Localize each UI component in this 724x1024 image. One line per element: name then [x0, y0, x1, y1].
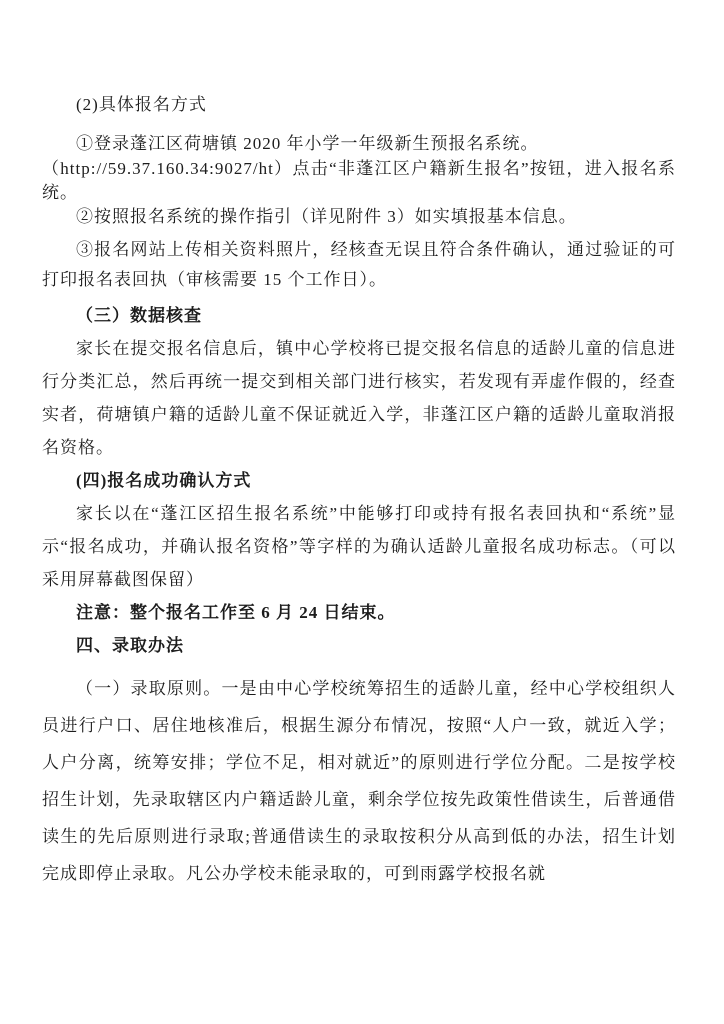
paragraph: (四)报名成功确认方式 [76, 471, 252, 490]
paragraph: ②按照报名系统的操作指引（详见附件 3）如实填报基本信息。 [76, 207, 577, 226]
paragraph: 家长以在“蓬江区招生报名系统”中能够打印或持有报名表回执和“系统”显示“报名成功，并确认报名资格”等字样的为确认适龄儿童报名成功标志。（可以采用屏幕截图保留） [42, 504, 676, 589]
paragraph: 四、录取办法 [76, 636, 184, 655]
paragraph: （一）录取原则。一是由中心学校统筹招生的适龄儿童，经中心学校组织人员进行户口、居住地核准后，根据生源分布情况，按照“人户一致，就近入学；人户分离，统筹安排；学位不足，相对就近”的原则进行学位分配。二是按学校招生计划，先录取辖区内户籍适龄儿童，剩余学位按先政策性借读生，后普通借读生的先后原则进行录取;普通借读生的录取按积分从高到低的办法，招生计划完成即停止录取。凡公办学校未能录取的，可到雨露学校报名就 [42, 679, 676, 883]
paragraph: 注意：整个报名工作至 6 月 24 日结束。 [76, 603, 396, 622]
paragraph: （三）数据核查 [76, 306, 202, 325]
paragraph: (2)具体报名方式 [76, 95, 207, 114]
paragraph: ①登录蓬江区荷塘镇 2020 年小学一年级新生预报名系统。 [76, 134, 539, 153]
paragraph: 家长在提交报名信息后，镇中心学校将已提交报名信息的适龄儿童的信息进行分类汇总，然后再统一提交到相关部门进行核实，若发现有弄虚作假的，经查实者，荷塘镇户籍的适龄儿童不保证就近入学，非蓬江区户籍的适龄儿童取消报名资格。 [42, 339, 676, 457]
paragraph: ③报名网站上传相关资料照片，经核查无误且符合条件确认，通过验证的可打印报名表回执（审核需要 15 个工作日）。 [42, 240, 676, 289]
document-body [42, 88, 676, 892]
paragraph: （http://59.37.160.34:9027/ht）点击“非蓬江区户籍新生报名”按钮，进入报名系统。 [42, 159, 676, 202]
